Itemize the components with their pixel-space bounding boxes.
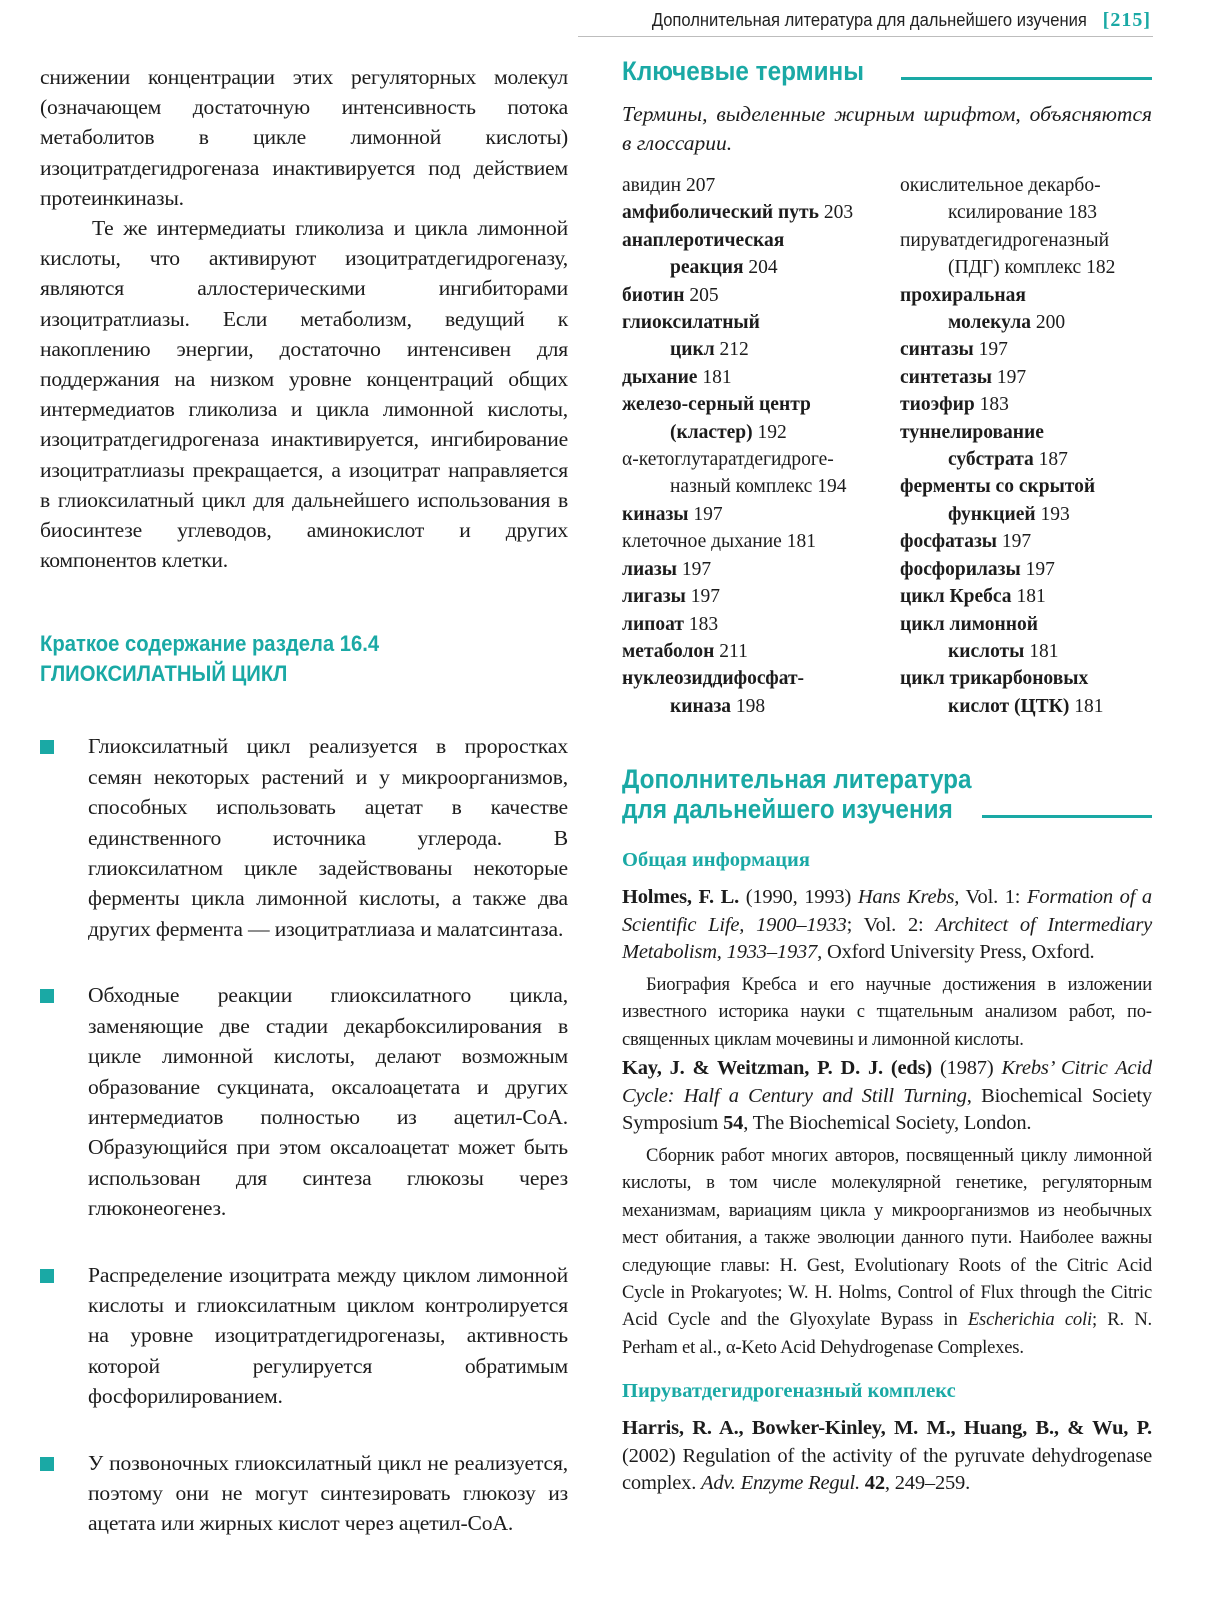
key-term-page: 205: [689, 284, 719, 306]
key-terms-list: [622, 172, 1152, 720]
key-term-page: 197: [693, 503, 723, 525]
key-term: [900, 528, 1152, 555]
key-term-page: 181: [1074, 695, 1104, 717]
reference-title: Formation of a Scientific Life, 1900–1933: [622, 886, 1152, 936]
summary-item: [40, 1448, 568, 1539]
key-term-page: 198: [735, 695, 766, 717]
key-term: [622, 391, 900, 446]
key-term-label-cont: функцией: [948, 503, 1036, 525]
key-term-label: окислительное декарбо-: [900, 175, 1101, 196]
key-term-label-cont: ксилирование: [948, 202, 1063, 224]
key-term-label: дыхание: [622, 366, 698, 388]
reference-journal: Adv. Enzyme Regul.: [701, 1472, 860, 1495]
key-term-label-cont: кислоты: [948, 640, 1025, 662]
key-term-page: 197: [978, 339, 1008, 361]
key-term-label-cont: (ПДГ) комплекс: [948, 257, 1082, 279]
literature-heading: [622, 764, 1152, 824]
key-term-label: анаплеротическая: [622, 229, 785, 251]
reference-text: , The Biochemical Society, London.: [743, 1112, 1032, 1135]
key-term-page: 181: [1029, 640, 1059, 662]
key-term-page: 187: [1038, 449, 1068, 471]
reference-authors: Kay, J. & Weitzman, P. D. J. (eds): [622, 1057, 933, 1080]
left-column: [40, 62, 568, 1575]
reference-description: [622, 1142, 1152, 1361]
key-term-page: 183: [688, 613, 719, 635]
key-term: [622, 199, 900, 226]
key-term-label: нуклеозиддифосфат-: [622, 668, 805, 690]
key-terms-column-2: [900, 172, 1152, 720]
key-term-page: 197: [681, 558, 712, 580]
key-term-page: 200: [1035, 312, 1066, 334]
key-term: [622, 665, 900, 720]
key-terms-title: Ключевые термины: [622, 56, 864, 86]
literature-title-line-2: для дальнейшего изучения: [622, 794, 953, 825]
square-bullet-icon: [40, 1269, 54, 1283]
key-term: [900, 665, 1152, 720]
key-term: [900, 364, 1152, 391]
summary-item: [40, 980, 568, 1223]
header-divider: [578, 36, 1153, 37]
key-term: [900, 227, 1152, 282]
reference-title: Architect of Intermediary Metabolism, 1933–1937: [622, 913, 1153, 964]
heading-rule: [901, 77, 1152, 80]
key-term-page: 207: [685, 175, 716, 196]
reference-volume: 54: [723, 1112, 744, 1135]
key-term-page: 197: [690, 586, 720, 608]
key-term: [900, 419, 1152, 474]
key-term-label-cont: молекула: [948, 312, 1032, 334]
reference-authors: Holmes, F. L.: [622, 886, 740, 909]
reference-text: ; Vol. 2:: [846, 913, 936, 936]
summary-item: [40, 1260, 568, 1412]
reference-text: , Biochemical Society Symposium: [622, 1084, 1152, 1135]
key-term: [622, 501, 900, 528]
key-term-label-cont: кислот (ЦТК): [948, 695, 1070, 717]
key-term-page: 182: [1086, 257, 1116, 279]
key-term: [622, 172, 900, 199]
key-term: [622, 556, 900, 583]
key-term-label: синтетазы: [900, 366, 992, 388]
reference-text: (2002) Regulation of the activity of the pyruvate dehydrogenase complex.: [622, 1444, 1152, 1495]
key-term-label-cont: субстрата: [948, 449, 1034, 471]
key-term-page: 183: [1067, 202, 1098, 224]
key-term-label: клеточное дыхание: [622, 531, 782, 553]
key-term-page: 193: [1040, 503, 1070, 525]
reference-entry: [622, 884, 1152, 967]
literature-title-line-1: Дополнительная литература: [622, 764, 972, 795]
reference-entry: [622, 1055, 1152, 1138]
key-term-page: 181: [786, 531, 816, 553]
key-term-label: фосфатазы: [900, 531, 998, 553]
key-term-page: 197: [996, 366, 1027, 388]
key-term: [622, 638, 900, 665]
key-term-label-cont: (кластер): [670, 421, 753, 443]
literature-subheading-general: Общая информация: [622, 849, 810, 872]
key-term-label: пируватдегидрогеназный: [900, 229, 1110, 251]
key-term-label: цикл Кребса: [900, 586, 1012, 608]
running-head-title: Дополнительная литература для дальнейшего изучения: [651, 9, 1087, 30]
key-term: [900, 611, 1152, 666]
right-column: [622, 56, 1152, 1498]
square-bullet-icon: [40, 740, 54, 754]
reference-description-text: Сборник работ многих авторов, посвященный циклу лимонной кислоты, в том числе молекулярной генетике, регуляторным механизмам, вариациям цикла у микроорганизмов из необычных мест обитания, а также эволюции данного пути. Наиболее важны следующие главы: H. Gest, Evolutionary Roots of the Citric Acid Cycle in Prokaryotes; W. H. Holms, Control of Flux through the Citric Acid Cycle and the Glyoxylate Bypass in: [622, 1144, 1152, 1331]
key-term: [900, 282, 1152, 337]
key-term-page: 203: [823, 202, 854, 224]
literature-subheading-pdh: Пируватдегидрогеназный комплекс: [622, 1380, 956, 1403]
key-term-label: киназы: [622, 503, 689, 525]
key-term-label: цикл трикарбоновых: [900, 668, 1089, 690]
summary-title: [40, 629, 526, 689]
summary-item-text: У позвоночных глиоксилатный цикл не реализуется, поэтому они не могут синтезировать глюкозу из ацетата или жирных кислот через ацетил-СоА.: [88, 1450, 568, 1536]
key-term-label: цикл лимонной: [900, 613, 1038, 635]
reference-year: (1987): [932, 1057, 1002, 1080]
key-term-label: тиоэфир: [900, 394, 975, 416]
key-term: [900, 391, 1152, 418]
summary-item: [40, 731, 568, 944]
key-term-label: фосфорилазы: [900, 558, 1021, 580]
key-terms-heading: [622, 56, 1152, 86]
key-term-page: 194: [817, 476, 847, 498]
key-term: [622, 282, 900, 309]
key-term: [900, 473, 1152, 528]
key-term-label: α-кетоглутаратдегидроге-: [622, 449, 834, 471]
key-term-page: 181: [1016, 586, 1046, 608]
square-bullet-icon: [40, 1457, 54, 1471]
key-term-page: 192: [757, 421, 787, 443]
key-term-label: авидин: [622, 175, 682, 196]
square-bullet-icon: [40, 989, 54, 1003]
key-term-page: 197: [1025, 558, 1055, 580]
summary-item-text: Глиоксилатный цикл реализуется в проростках семян некоторых растений и у микроорганизмов, способных использовать ацетат в качестве единственного источника углерода. В глиоксилатном цикле задействованы некоторые ферменты цикла лимонной кислоты, а также два других фермента — изоцитратлиаза и малатсинтаза.: [88, 734, 568, 941]
summary-item-text: Распределение изоцитрата между циклом лимонной кислоты и глиоксилатным циклом контролируется на уровне изоцитратдегидрогеназы, активность которой регулируется обратимым фосфорилированием.: [88, 1262, 568, 1409]
key-term-label: лигазы: [622, 586, 686, 608]
key-term: [622, 583, 900, 610]
key-terms-note: Термины, выделенные жирным шрифтом, объясняются в глоссарии.: [622, 102, 1152, 155]
key-term-label: прохиральная: [900, 284, 1026, 306]
key-term-page: 204: [748, 257, 778, 279]
reference-description: Биография Кребса и его научные достижения в изложении известного историка науки с тщательным анализом работ, посвященных циклам мочевины и лимонной кислоты.: [622, 973, 1152, 1050]
reference-year: (1990, 1993): [739, 886, 858, 909]
summary-title-line-2: ГЛИОКСИЛАТНЫЙ ЦИКЛ: [40, 661, 288, 687]
key-term-label: биотин: [622, 284, 685, 306]
running-head: [614, 6, 1151, 34]
body-paragraph-1: снижении концентрации этих регуляторных молекул (означающем достаточную интенсивность потока метаболитов в цикле лимонной кислоты) изоцитратдегидрогеназа инактивируется под действием протеинкиназы.: [40, 65, 568, 210]
key-term: [900, 556, 1152, 583]
key-term: [622, 309, 900, 364]
key-term-page: 211: [719, 640, 748, 662]
key-term-page: 212: [719, 339, 749, 361]
reference-description-text: ; R. N. Perham et al., α-Keto Acid Dehydrogenase Complexes.: [622, 1309, 1153, 1358]
summary-item-text: Обходные реакции глиоксилатного цикла, заменяющие две стадии декарбоксилирования в цикле лимонной кислоты, делают возможным образование сукцината, оксалоацетата и других интермедиатов полностью из ацетил-СоА. Образующийся при этом оксалоацетат может быть использован для синтеза глюкозы через глюконеогенез.: [88, 983, 568, 1221]
reference-pages: , 249–259.: [884, 1472, 971, 1495]
key-terms-column-1: [622, 172, 900, 720]
key-term-label: глиоксилатный: [622, 312, 760, 334]
key-term-label: туннелирование: [900, 421, 1044, 443]
key-term-label: лиазы: [622, 558, 677, 580]
reference-volume: 42: [859, 1472, 885, 1495]
key-term-page: 197: [1001, 531, 1032, 553]
key-term-label-cont: назный комплекс: [670, 476, 813, 498]
page-number: [215]: [1102, 8, 1151, 31]
key-term: [900, 172, 1152, 227]
key-term: [622, 611, 900, 638]
key-term-label-cont: цикл: [670, 339, 715, 361]
body-paragraph-2: Те же интермедиаты гликолиза и цикла лимонной кислоты, что активируют изоцитратдегидрогеназу, являются аллостерическими ингибиторами изоцитратлиазы. Если метаболизм, ведущий к накоплению энергии, достаточно интенсивен для поддержания на низком уровне концентраций общих интермедиатов гликолиза и цикла лимонной кислоты, изоцитратдегидрогеназа инактивируется, ингибирование изоцитратлиазы прекращается, а изоцитрат направляется в глиоксилатный цикл для дальнейшего использования в биосинтезе углеводов, аминокислот и других компонентов клетки.: [40, 216, 568, 573]
key-term: [900, 583, 1152, 610]
key-term-label: железо-серный центр: [622, 394, 811, 416]
key-term-label-cont: реакция: [670, 257, 744, 279]
key-term: [622, 446, 900, 501]
key-term-label: амфиболический путь: [622, 202, 819, 224]
reference-entry: [622, 1415, 1152, 1498]
heading-rule: [982, 815, 1152, 818]
reference-authors: Harris, R. A., Bowker-Kinley, M. M., Huang, B., & Wu, P.: [622, 1417, 1152, 1440]
key-term: [622, 364, 900, 391]
summary-list: [40, 731, 568, 1538]
key-term: [900, 336, 1152, 363]
key-term-label: липоат: [622, 613, 684, 635]
key-term-label: ферменты со скрытой: [900, 476, 1096, 498]
key-term-label: метаболон: [622, 640, 715, 662]
key-term-label-cont: киназа: [670, 695, 732, 717]
summary-title-line-1: Краткое содержание раздела 16.4: [40, 631, 380, 657]
key-term: [622, 227, 900, 282]
key-term-page: 183: [979, 394, 1009, 416]
reference-text: Vol. 1:: [959, 886, 1028, 909]
key-term: [622, 528, 900, 555]
key-term-page: 181: [702, 366, 732, 388]
reference-description-italic: Escherichia coli: [967, 1309, 1092, 1331]
reference-text: , Oxford University Press, Oxford.: [817, 941, 1095, 964]
reference-title: Krebs’ Citric Acid Cycle: Half a Century and Still Turning: [622, 1057, 1152, 1107]
reference-title: Hans Krebs,: [857, 886, 960, 909]
key-term-label: синтазы: [900, 339, 974, 361]
